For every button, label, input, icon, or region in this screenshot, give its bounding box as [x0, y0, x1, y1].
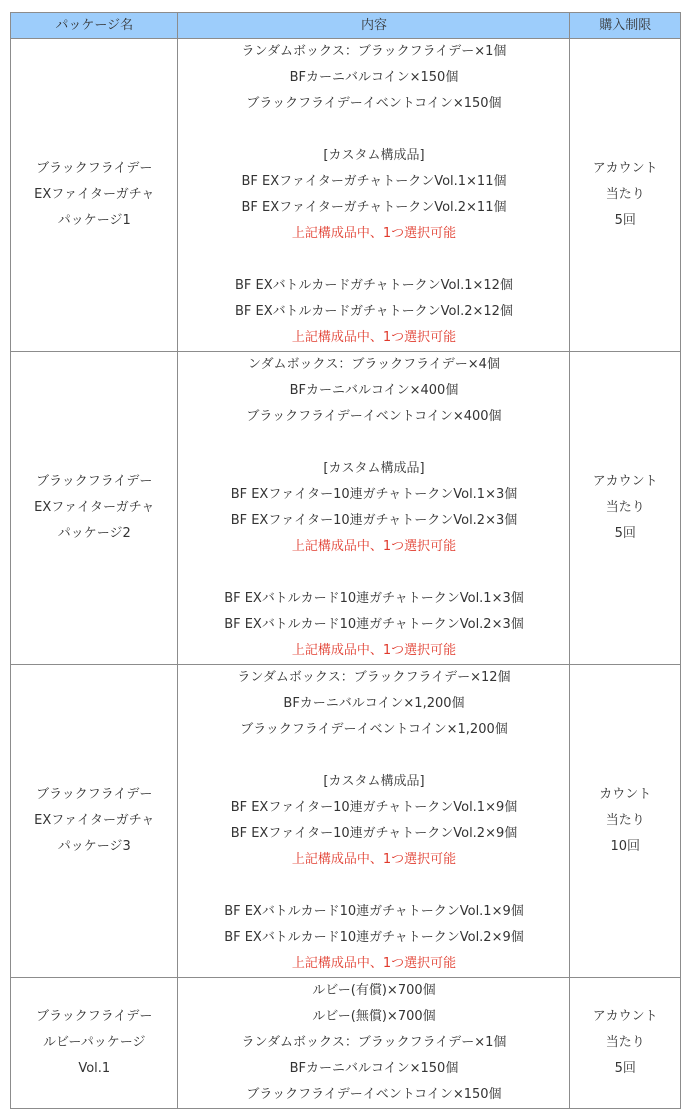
- contents-cell: [178, 665, 570, 978]
- selection-note: 上記構成品中、1つ選択可能: [291, 852, 457, 867]
- package-name-cell-line: パッケージ3: [57, 839, 131, 854]
- purchase-limit-cell: [570, 665, 681, 978]
- content-line: BF EXバトルカードガチャトークンVol.2×12個: [235, 304, 513, 319]
- content-line: BF EXファイター10連ガチャトークンVol.1×9個: [230, 800, 518, 815]
- content-line: BF EXバトルカード10連ガチャトークンVol.2×9個: [224, 930, 524, 945]
- purchase-limit-cell-line: 当たり: [605, 187, 645, 202]
- purchase-limit-cell: [570, 352, 681, 665]
- purchase-limit-cell-line: カウント: [599, 787, 652, 802]
- header-package-name: パッケージ名: [11, 13, 178, 39]
- content-line: ンダムボックス：ブラックフライデー×4個: [248, 357, 500, 372]
- content-line: ブラックフライデーイベントコイン×150個: [246, 96, 502, 111]
- package-name-cell: [11, 39, 178, 352]
- content-line: BF EXバトルカード10連ガチャトークンVol.1×9個: [224, 904, 524, 919]
- package-name-cell-line: EXファイターガチャ: [34, 813, 155, 828]
- selection-note: 上記構成品中、1つ選択可能: [291, 643, 457, 658]
- content-line: [カスタム構成品]: [323, 774, 425, 789]
- table-body: [11, 39, 681, 1109]
- content-line: [178, 560, 569, 586]
- content-line: [カスタム構成品]: [323, 148, 425, 163]
- package-name-cell-line: EXファイターガチャ: [34, 500, 155, 515]
- purchase-limit-cell-line: 5回: [614, 526, 636, 541]
- purchase-limit-cell-line: アカウント: [592, 474, 658, 489]
- content-line: [178, 117, 569, 143]
- table-row: [11, 978, 681, 1109]
- package-name-cell: [11, 978, 178, 1109]
- content-line: ルビー(有償)×700個: [312, 983, 436, 998]
- purchase-limit-cell-line: アカウント: [592, 1009, 658, 1024]
- package-name-cell-line: ルビーパッケージ: [42, 1035, 146, 1050]
- package-name-cell-line: ブラックフライデー: [36, 787, 153, 802]
- selection-note: 上記構成品中、1つ選択可能: [291, 226, 457, 241]
- purchase-limit-cell: [570, 978, 681, 1109]
- contents-cell: [178, 978, 570, 1109]
- contents-cell: [178, 39, 570, 352]
- content-line: ランダムボックス：ブラックフライデー×1個: [241, 1035, 507, 1050]
- content-line: BFカーニバルコイン×400個: [289, 383, 459, 398]
- package-name-cell-line: ブラックフライデー: [36, 1009, 153, 1024]
- content-line: [178, 743, 569, 769]
- content-line: ルビー(無償)×700個: [312, 1009, 436, 1024]
- selection-note: 上記構成品中、1つ選択可能: [291, 539, 457, 554]
- table-row: [11, 665, 681, 978]
- purchase-limit-cell: [570, 39, 681, 352]
- table-row: [11, 352, 681, 665]
- content-line: ブラックフライデーイベントコイン×1,200個: [240, 722, 508, 737]
- purchase-limit-cell-line: 5回: [614, 1061, 636, 1076]
- package-name-cell-line: パッケージ2: [57, 526, 131, 541]
- content-line: BF EXファイター10連ガチャトークンVol.2×3個: [230, 513, 518, 528]
- content-line: [178, 873, 569, 899]
- purchase-limit-cell-line: 当たり: [605, 1035, 645, 1050]
- content-line: [カスタム構成品]: [323, 461, 425, 476]
- purchase-limit-cell-line: 当たり: [605, 500, 645, 515]
- content-line: BF EXバトルカード10連ガチャトークンVol.2×3個: [224, 617, 524, 632]
- content-line: ランダムボックス：ブラックフライデー×1個: [241, 44, 507, 59]
- purchase-limit-cell-line: 当たり: [605, 813, 645, 828]
- content-line: ブラックフライデーイベントコイン×400個: [246, 409, 502, 424]
- content-line: [178, 247, 569, 273]
- content-line: ランダムボックス：ブラックフライデー×12個: [237, 670, 511, 685]
- purchase-limit-cell-line: 5回: [614, 213, 636, 228]
- content-line: ブラックフライデーイベントコイン×150個: [246, 1087, 502, 1102]
- package-name-cell: [11, 352, 178, 665]
- package-name-cell-line: ブラックフライデー: [36, 161, 153, 176]
- content-line: BF EXバトルカードガチャトークンVol.1×12個: [235, 278, 513, 293]
- header-purchase-limit: 購入制限: [570, 13, 681, 39]
- content-line: BF EXファイター10連ガチャトークンVol.1×3個: [230, 487, 518, 502]
- content-line: BF EXバトルカード10連ガチャトークンVol.1×3個: [224, 591, 524, 606]
- package-name-cell: [11, 665, 178, 978]
- package-name-cell-line: パッケージ1: [57, 213, 131, 228]
- package-name-cell-line: EXファイターガチャ: [34, 187, 155, 202]
- package-name-cell-line: Vol.1: [78, 1061, 111, 1076]
- content-line: [178, 430, 569, 456]
- content-line: BFカーニバルコイン×150個: [289, 70, 459, 85]
- content-line: BF EXファイターガチャトークンVol.2×11個: [241, 200, 507, 215]
- content-line: BF EXファイターガチャトークンVol.1×11個: [241, 174, 507, 189]
- purchase-limit-cell-line: アカウント: [592, 161, 658, 176]
- content-line: BFカーニバルコイン×150個: [289, 1061, 459, 1076]
- selection-note: 上記構成品中、1つ選択可能: [291, 330, 457, 345]
- package-name-cell-line: ブラックフライデー: [36, 474, 153, 489]
- package-table: [10, 12, 681, 1109]
- table-row: [11, 39, 681, 352]
- header-contents: 内容: [178, 13, 570, 39]
- contents-cell: [178, 352, 570, 665]
- content-line: BFカーニバルコイン×1,200個: [283, 696, 465, 711]
- content-line: BF EXファイター10連ガチャトークンVol.2×9個: [230, 826, 518, 841]
- selection-note: 上記構成品中、1つ選択可能: [291, 956, 457, 971]
- table-header-row: [11, 13, 681, 39]
- purchase-limit-cell-line: 10回: [610, 839, 640, 854]
